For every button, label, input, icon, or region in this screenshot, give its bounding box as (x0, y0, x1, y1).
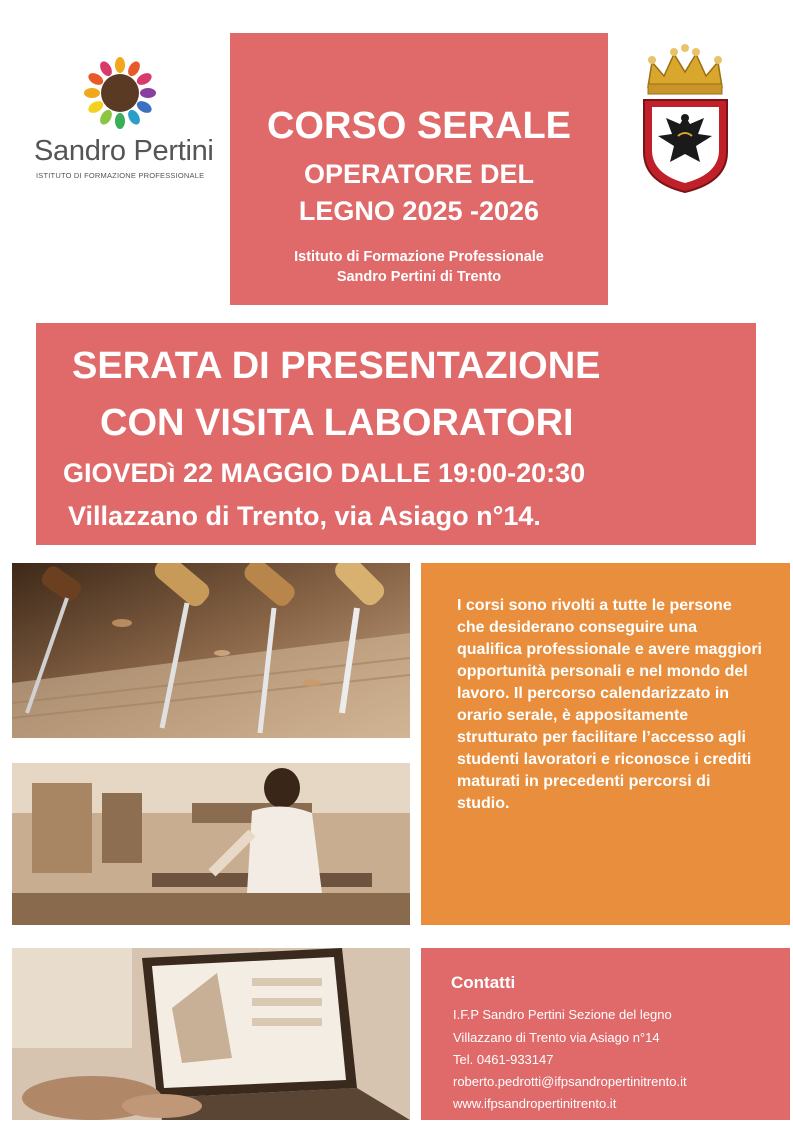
course-subtitle-line1: OPERATORE DEL (303, 159, 535, 189)
course-subtitle-line2: LEGNO 2025 -2026 (298, 196, 540, 226)
logo-name: Sandro Pertini (34, 135, 214, 167)
course-description: I corsi sono rivolti a tutte le persone che desiderano conseguire una qualifica professionale e avere maggiori opportunità personali e nel mondo del lavoro. Il percorso calendarizzato in orario serale, è appositamente strutturato per facilitare l’accesso agli studenti lavoratori e riconosce i crediti maturati in precedenti percorsi di studio. (457, 597, 762, 812)
contacts-title: Contatti (451, 973, 516, 992)
presentation-title-line2: CON VISITA LABORATORI (100, 402, 574, 444)
sun-flower-logo-icon (78, 55, 198, 135)
presentation-banner (36, 323, 756, 545)
workshop-photo (12, 763, 410, 925)
course-subtitle (230, 156, 608, 230)
course-title: CORSO SERALE (266, 105, 572, 147)
institute-line2: Sandro Pertini di Trento (336, 269, 502, 285)
contact-address: Villazzano di Trento via Asiago n°14 (453, 1030, 660, 1045)
trentino-eagle-crest-icon (638, 42, 733, 194)
contacts-box (421, 948, 790, 1120)
course-description-box (421, 563, 790, 925)
logo-subtitle: ISTITUTO DI FORMAZIONE PROFESSIONALE (36, 171, 205, 180)
institute-name (230, 247, 608, 287)
contact-phone: Tel. 0461-933147 (453, 1052, 554, 1067)
presentation-date: GIOVEDì 22 MAGGIO DALLE 19:00-20:30 (63, 458, 586, 488)
course-header (230, 33, 608, 305)
contact-email[interactable]: roberto.pedrotti@ifpsandropertinitrento.it (453, 1074, 687, 1089)
presentation-location: Villazzano di Trento, via Asiago n°14. (68, 501, 541, 531)
institute-logo (28, 55, 228, 185)
woodworking-tools-photo (12, 563, 410, 738)
institute-line1: Istituto di Formazione Professionale (294, 249, 544, 265)
laptop-photo (12, 948, 410, 1120)
presentation-title-line1: SERATA DI PRESENTAZIONE (72, 345, 601, 387)
contact-section: I.F.P Sandro Pertini Sezione del legno (453, 1007, 672, 1022)
contact-website[interactable]: www.ifpsandropertinitrento.it (453, 1096, 617, 1111)
